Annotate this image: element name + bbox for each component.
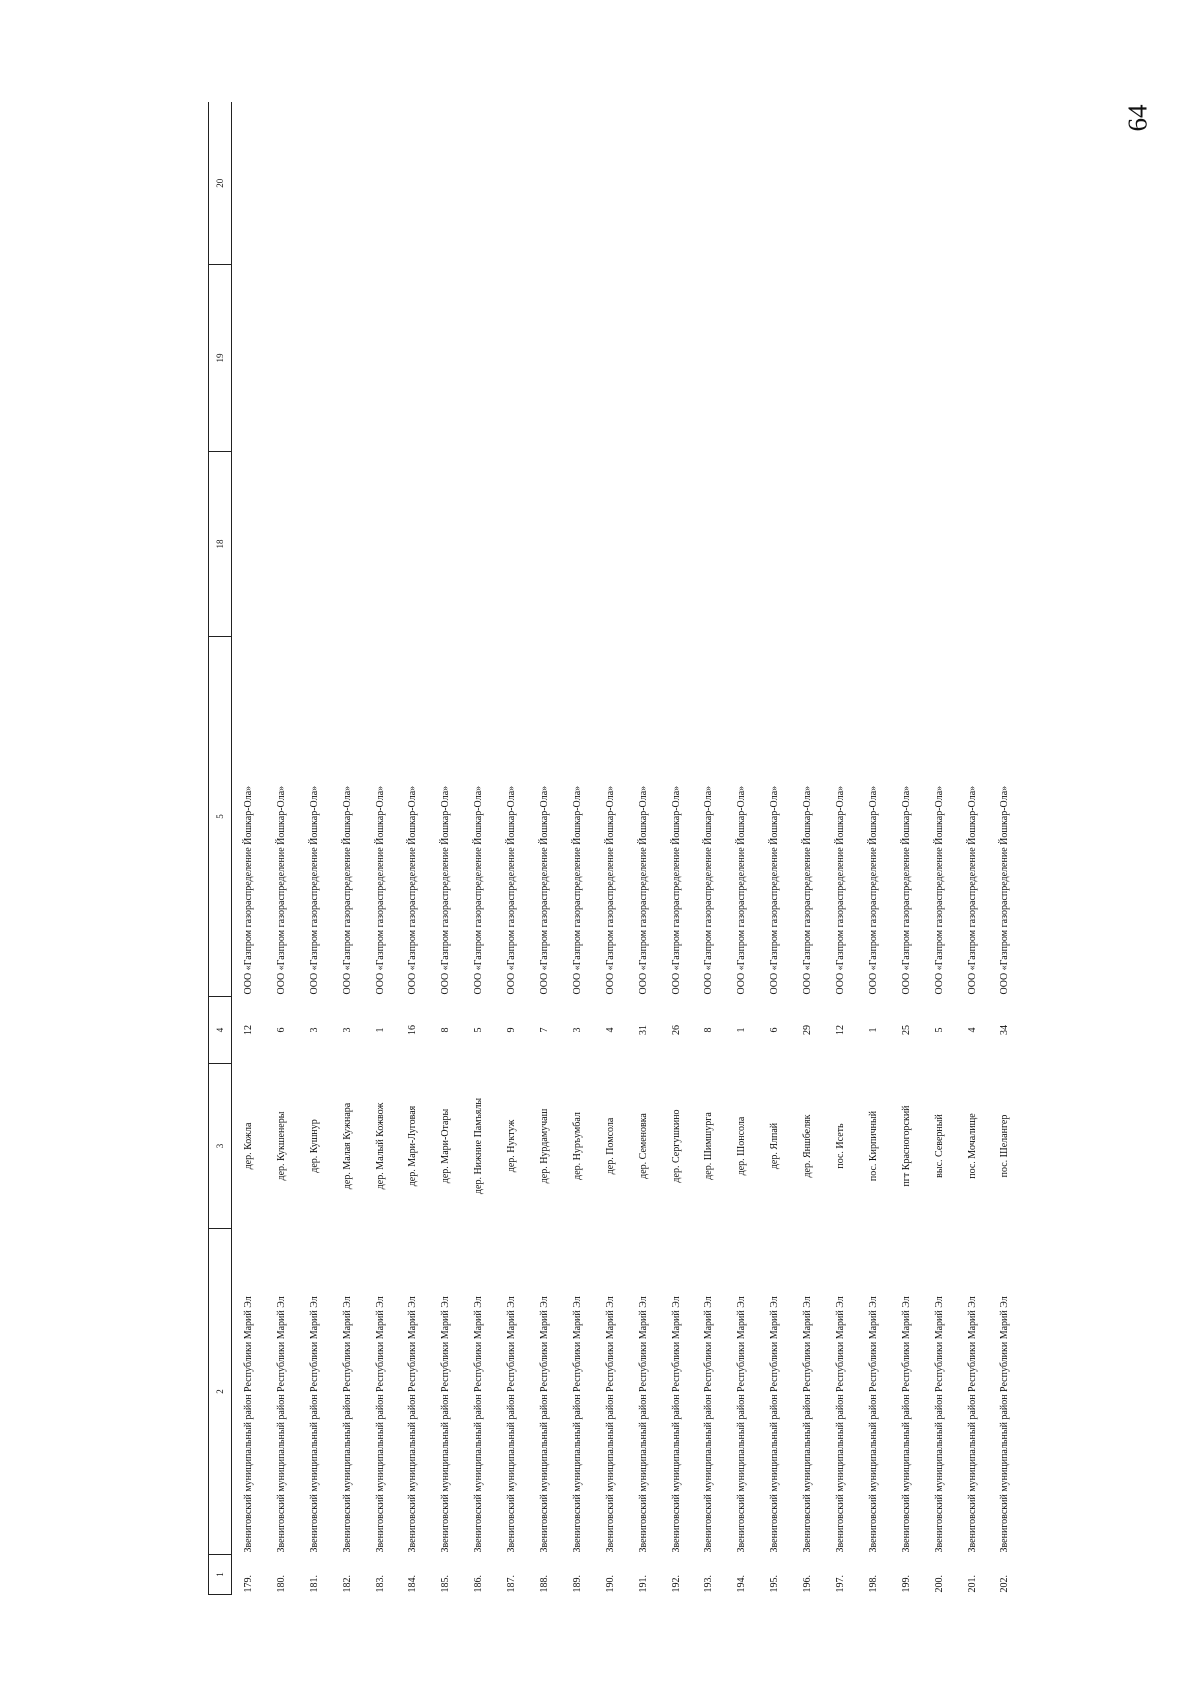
empty-cell bbox=[528, 452, 561, 637]
settlement-cell: дер. Мари-Отары bbox=[440, 1108, 452, 1184]
table-row bbox=[462, 103, 495, 1595]
organization-cell: ООО «Газпром газораспределение Йошкар-Ола» bbox=[275, 785, 287, 995]
empty-cell bbox=[331, 103, 364, 265]
empty-cell bbox=[331, 452, 364, 637]
table-row bbox=[232, 103, 265, 1595]
empty-cell bbox=[594, 452, 627, 637]
empty-cell bbox=[725, 452, 758, 637]
empty-cell bbox=[923, 265, 956, 452]
count-cell: 25 bbox=[900, 1025, 912, 1035]
row-number: 202. bbox=[999, 1575, 1011, 1593]
organization-cell: ООО «Газпром газораспределение Йошкар-Ола» bbox=[703, 785, 715, 995]
row-number: 186. bbox=[473, 1575, 485, 1593]
empty-cell bbox=[364, 452, 397, 637]
empty-cell bbox=[660, 103, 693, 265]
empty-cell bbox=[528, 265, 561, 452]
table-row bbox=[265, 103, 298, 1595]
empty-cell bbox=[923, 103, 956, 265]
table-row bbox=[725, 103, 758, 1595]
empty-cell bbox=[890, 452, 923, 637]
table-row bbox=[528, 103, 561, 1595]
row-number: 199. bbox=[900, 1575, 912, 1593]
row-number: 179. bbox=[242, 1575, 254, 1593]
table-row bbox=[956, 103, 989, 1595]
organization-cell: ООО «Газпром газораспределение Йошкар-Ола» bbox=[374, 785, 386, 995]
empty-cell bbox=[824, 265, 857, 452]
column-header: 2 bbox=[209, 1229, 232, 1555]
row-number: 198. bbox=[867, 1575, 879, 1593]
empty-cell bbox=[462, 103, 495, 265]
district-cell: Звениговский муниципальный район Республики Марий Эл bbox=[999, 1296, 1011, 1553]
table-row bbox=[857, 103, 890, 1595]
settlement-cell: дер. Нижние Памъялы bbox=[473, 1097, 485, 1195]
empty-cell bbox=[495, 452, 528, 637]
table-body bbox=[232, 103, 1022, 1595]
table-row bbox=[364, 103, 397, 1595]
table-row bbox=[561, 103, 594, 1595]
empty-cell bbox=[857, 452, 890, 637]
table-row bbox=[890, 103, 923, 1595]
empty-cell bbox=[791, 103, 824, 265]
column-header: 4 bbox=[209, 997, 232, 1064]
district-cell: Звениговский муниципальный район Республики Марий Эл bbox=[769, 1296, 781, 1553]
empty-cell bbox=[857, 265, 890, 452]
count-cell: 1 bbox=[374, 1027, 386, 1033]
column-header: 5 bbox=[209, 637, 232, 997]
empty-cell bbox=[429, 103, 462, 265]
organization-cell: ООО «Газпром газораспределение Йошкар-Ола» bbox=[966, 785, 978, 995]
district-cell: Звениговский муниципальный район Республики Марий Эл bbox=[473, 1296, 485, 1553]
district-cell: Звениговский муниципальный район Республики Марий Эл bbox=[538, 1296, 550, 1553]
row-number: 182. bbox=[341, 1575, 353, 1593]
organization-cell: ООО «Газпром газораспределение Йошкар-Ола» bbox=[999, 785, 1011, 995]
settlement-cell: дер. Сергушкино bbox=[670, 1109, 682, 1183]
district-cell: Звениговский муниципальный район Республики Марий Эл bbox=[966, 1296, 978, 1553]
district-cell: Звениговский муниципальный район Республики Марий Эл bbox=[867, 1296, 879, 1553]
count-cell: 31 bbox=[637, 1025, 649, 1035]
empty-cell bbox=[758, 103, 791, 265]
organization-cell: ООО «Газпром газораспределение Йошкар-Ола» bbox=[867, 785, 879, 995]
settlement-cell: дер. Мари-Луговая bbox=[407, 1105, 419, 1187]
district-cell: Звениговский муниципальный район Республики Марий Эл bbox=[703, 1296, 715, 1553]
district-cell: Звениговский муниципальный район Республики Марий Эл bbox=[440, 1296, 452, 1553]
count-cell: 12 bbox=[834, 1025, 846, 1035]
column-header: 3 bbox=[209, 1064, 232, 1229]
count-cell: 5 bbox=[933, 1027, 945, 1033]
organization-cell: ООО «Газпром газораспределение Йошкар-Ола» bbox=[571, 785, 583, 995]
table-row bbox=[660, 103, 693, 1595]
district-cell: Звениговский муниципальный район Республики Марий Эл bbox=[670, 1296, 682, 1553]
organization-cell: ООО «Газпром газораспределение Йошкар-Ола» bbox=[637, 785, 649, 995]
empty-cell bbox=[692, 452, 725, 637]
empty-cell bbox=[594, 103, 627, 265]
count-cell: 8 bbox=[440, 1027, 452, 1033]
count-cell: 1 bbox=[736, 1027, 748, 1033]
settlement-cell: пос. Исеть bbox=[834, 1123, 846, 1169]
empty-cell bbox=[692, 265, 725, 452]
table-row bbox=[791, 103, 824, 1595]
count-cell: 5 bbox=[473, 1027, 485, 1033]
table-row bbox=[298, 103, 331, 1595]
settlement-cell: дер. Ялпай bbox=[769, 1122, 781, 1170]
empty-cell bbox=[725, 103, 758, 265]
row-number: 200. bbox=[933, 1575, 945, 1593]
district-cell: Звениговский муниципальный район Республики Марий Эл bbox=[374, 1296, 386, 1553]
district-cell: Звениговский муниципальный район Республики Марий Эл bbox=[637, 1296, 649, 1553]
empty-cell bbox=[725, 265, 758, 452]
district-cell: Звениговский муниципальный район Республики Марий Эл bbox=[242, 1296, 254, 1553]
empty-cell bbox=[232, 265, 265, 452]
empty-cell bbox=[890, 265, 923, 452]
empty-cell bbox=[265, 452, 298, 637]
settlement-cell: дер. Шимшургa bbox=[703, 1112, 715, 1180]
settlement-cell: дер. Помсола bbox=[604, 1117, 616, 1175]
empty-cell bbox=[627, 103, 660, 265]
count-cell: 12 bbox=[242, 1025, 254, 1035]
table-row bbox=[495, 103, 528, 1595]
data-table bbox=[208, 103, 1021, 1596]
count-cell: 3 bbox=[571, 1027, 583, 1033]
district-cell: Звениговский муниципальный район Республики Марий Эл bbox=[341, 1296, 353, 1553]
table-row bbox=[396, 103, 429, 1595]
empty-cell bbox=[364, 103, 397, 265]
empty-cell bbox=[396, 265, 429, 452]
empty-cell bbox=[923, 452, 956, 637]
row-number: 191. bbox=[637, 1575, 649, 1593]
empty-cell bbox=[429, 452, 462, 637]
row-number: 185. bbox=[440, 1575, 452, 1593]
table-row bbox=[923, 103, 956, 1595]
row-number: 187. bbox=[506, 1575, 518, 1593]
count-cell: 4 bbox=[966, 1027, 978, 1033]
district-cell: Звениговский муниципальный район Республики Марий Эл bbox=[571, 1296, 583, 1553]
organization-cell: ООО «Газпром газораспределение Йошкар-Ола» bbox=[802, 785, 814, 995]
empty-cell bbox=[495, 265, 528, 452]
count-cell: 4 bbox=[604, 1027, 616, 1033]
empty-cell bbox=[364, 265, 397, 452]
organization-cell: ООО «Газпром газораспределение Йошкар-Ола» bbox=[506, 785, 518, 995]
empty-cell bbox=[298, 452, 331, 637]
organization-cell: ООО «Газпром газораспределение Йошкар-Ола» bbox=[604, 785, 616, 995]
district-cell: Звениговский муниципальный район Республики Марий Эл bbox=[407, 1296, 419, 1553]
district-cell: Звениговский муниципальный район Республики Марий Эл bbox=[933, 1296, 945, 1553]
column-header: 20 bbox=[209, 103, 232, 265]
empty-cell bbox=[396, 103, 429, 265]
empty-cell bbox=[988, 452, 1021, 637]
table-row bbox=[627, 103, 660, 1595]
organization-cell: ООО «Газпром газораспределение Йошкар-Ола» bbox=[900, 785, 912, 995]
count-cell: 1 bbox=[867, 1027, 879, 1033]
empty-cell bbox=[265, 265, 298, 452]
count-cell: 29 bbox=[802, 1025, 814, 1035]
header-row bbox=[209, 103, 232, 1595]
district-cell: Звениговский муниципальный район Республики Марий Эл bbox=[834, 1296, 846, 1553]
settlement-cell: пгт Красногорский bbox=[900, 1105, 912, 1187]
empty-cell bbox=[298, 265, 331, 452]
empty-cell bbox=[561, 452, 594, 637]
empty-cell bbox=[956, 265, 989, 452]
district-cell: Звениговский муниципальный район Республики Марий Эл bbox=[308, 1296, 320, 1553]
organization-cell: ООО «Газпром газораспределение Йошкар-Ола» bbox=[670, 785, 682, 995]
settlement-cell: дер. Семеновка bbox=[637, 1113, 649, 1179]
empty-cell bbox=[692, 103, 725, 265]
empty-cell bbox=[396, 452, 429, 637]
column-header: 18 bbox=[209, 452, 232, 637]
count-cell: 8 bbox=[703, 1027, 715, 1033]
empty-cell bbox=[495, 103, 528, 265]
empty-cell bbox=[429, 265, 462, 452]
count-cell: 34 bbox=[999, 1025, 1011, 1035]
row-number: 197. bbox=[834, 1575, 846, 1593]
count-cell: 6 bbox=[275, 1027, 287, 1033]
empty-cell bbox=[594, 265, 627, 452]
table-row bbox=[331, 103, 364, 1595]
empty-cell bbox=[988, 103, 1021, 265]
district-cell: Звениговский муниципальный район Республики Марий Эл bbox=[802, 1296, 814, 1553]
empty-cell bbox=[791, 452, 824, 637]
organization-cell: ООО «Газпром газораспределение Йошкар-Ола» bbox=[736, 785, 748, 995]
row-number: 189. bbox=[571, 1575, 583, 1593]
count-cell: 6 bbox=[769, 1027, 781, 1033]
row-number: 193. bbox=[703, 1575, 715, 1593]
row-number: 184. bbox=[407, 1575, 419, 1593]
count-cell: 26 bbox=[670, 1025, 682, 1035]
settlement-cell: дер. Малый Кожвож bbox=[374, 1102, 386, 1190]
settlement-cell: пос. Шелангер bbox=[999, 1114, 1011, 1178]
empty-cell bbox=[561, 265, 594, 452]
settlement-cell: дер. Нуръумбал bbox=[571, 1112, 583, 1180]
table-row bbox=[594, 103, 627, 1595]
organization-cell: ООО «Газпром газораспределение Йошкар-Ола» bbox=[341, 785, 353, 995]
empty-cell bbox=[791, 265, 824, 452]
empty-cell bbox=[462, 265, 495, 452]
empty-cell bbox=[232, 452, 265, 637]
row-number: 183. bbox=[374, 1575, 386, 1593]
empty-cell bbox=[627, 452, 660, 637]
row-number: 181. bbox=[308, 1575, 320, 1593]
table-wrapper bbox=[208, 103, 1200, 1595]
district-cell: Звениговский муниципальный район Республики Марий Эл bbox=[900, 1296, 912, 1553]
table-row bbox=[824, 103, 857, 1595]
table-row bbox=[758, 103, 791, 1595]
settlement-cell: дер. Кожла bbox=[242, 1122, 254, 1170]
row-number: 196. bbox=[802, 1575, 814, 1593]
empty-cell bbox=[890, 103, 923, 265]
empty-cell bbox=[298, 103, 331, 265]
empty-cell bbox=[331, 265, 364, 452]
empty-cell bbox=[758, 265, 791, 452]
organization-cell: ООО «Газпром газораспределение Йошкар-Ола» bbox=[538, 785, 550, 995]
district-cell: Звениговский муниципальный район Республики Марий Эл bbox=[604, 1296, 616, 1553]
organization-cell: ООО «Газпром газораспределение Йошкар-Ола» bbox=[473, 785, 485, 995]
settlement-cell: дер. Малая Кужнара bbox=[341, 1102, 353, 1190]
district-cell: Звениговский муниципальный район Республики Марий Эл bbox=[736, 1296, 748, 1553]
empty-cell bbox=[988, 265, 1021, 452]
row-number: 180. bbox=[275, 1575, 287, 1593]
page-number: 64 bbox=[1122, 104, 1153, 132]
empty-cell bbox=[824, 103, 857, 265]
organization-cell: ООО «Газпром газораспределение Йошкар-Ола» bbox=[769, 785, 781, 995]
settlement-cell: выс. Северный bbox=[933, 1114, 945, 1178]
organization-cell: ООО «Газпром газораспределение Йошкар-Ола» bbox=[242, 785, 254, 995]
organization-cell: ООО «Газпром газораспределение Йошкар-Ола» bbox=[933, 785, 945, 995]
empty-cell bbox=[824, 452, 857, 637]
table-row bbox=[988, 103, 1021, 1595]
row-number: 188. bbox=[538, 1575, 550, 1593]
empty-cell bbox=[857, 103, 890, 265]
count-cell: 7 bbox=[538, 1027, 550, 1033]
settlement-cell: пос. Мочалище bbox=[966, 1113, 978, 1179]
settlement-cell: пос. Кирпичный bbox=[867, 1110, 879, 1182]
settlement-cell: дер. Яншбеляк bbox=[802, 1114, 814, 1178]
count-cell: 3 bbox=[341, 1027, 353, 1033]
settlement-cell: дер. Кушнур bbox=[308, 1119, 320, 1173]
settlement-cell: дер. Нуктуж bbox=[506, 1119, 518, 1173]
empty-cell bbox=[956, 103, 989, 265]
column-header: 19 bbox=[209, 265, 232, 452]
empty-cell bbox=[956, 452, 989, 637]
empty-cell bbox=[265, 103, 298, 265]
row-number: 194. bbox=[736, 1575, 748, 1593]
empty-cell bbox=[660, 452, 693, 637]
table-row bbox=[692, 103, 725, 1595]
empty-cell bbox=[627, 265, 660, 452]
empty-cell bbox=[660, 265, 693, 452]
empty-cell bbox=[232, 103, 265, 265]
empty-cell bbox=[528, 103, 561, 265]
count-cell: 16 bbox=[407, 1025, 419, 1035]
column-header: 1 bbox=[209, 1555, 232, 1595]
row-number: 190. bbox=[604, 1575, 616, 1593]
empty-cell bbox=[462, 452, 495, 637]
table-row bbox=[429, 103, 462, 1595]
settlement-cell: дер. Кукшенеры bbox=[275, 1111, 287, 1181]
organization-cell: ООО «Газпром газораспределение Йошкар-Ола» bbox=[308, 785, 320, 995]
count-cell: 9 bbox=[506, 1027, 518, 1033]
empty-cell bbox=[561, 103, 594, 265]
organization-cell: ООО «Газпром газораспределение Йошкар-Ола» bbox=[407, 785, 419, 995]
empty-cell bbox=[758, 452, 791, 637]
count-cell: 3 bbox=[308, 1027, 320, 1033]
organization-cell: ООО «Газпром газораспределение Йошкар-Ола» bbox=[834, 785, 846, 995]
row-number: 192. bbox=[670, 1575, 682, 1593]
row-number: 201. bbox=[966, 1575, 978, 1593]
district-cell: Звениговский муниципальный район Республики Марий Эл bbox=[506, 1296, 518, 1553]
settlement-cell: дер. Нурдамучаш bbox=[538, 1108, 550, 1184]
organization-cell: ООО «Газпром газораспределение Йошкар-Ола» bbox=[440, 785, 452, 995]
district-cell: Звениговский муниципальный район Республики Марий Эл bbox=[275, 1296, 287, 1553]
settlement-cell: дер. Шонсола bbox=[736, 1116, 748, 1176]
row-number: 195. bbox=[769, 1575, 781, 1593]
